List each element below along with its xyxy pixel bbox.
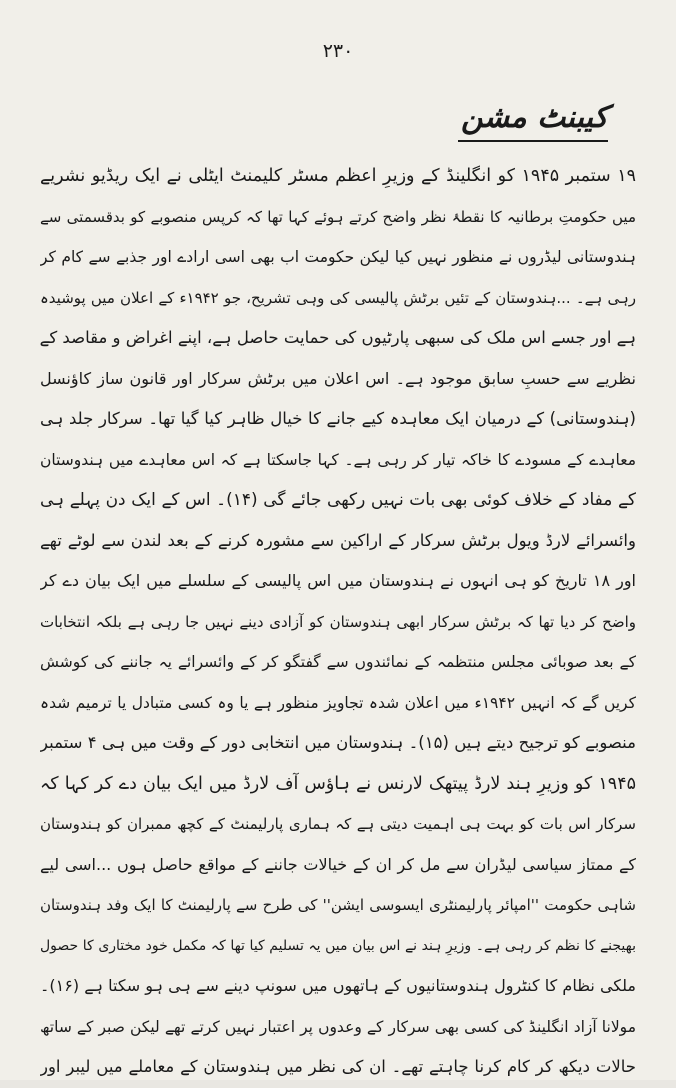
text-line: کریں گے کہ انہیں ۱۹۴۲ء میں اعلان شدہ تجاویز منظور ہے یا وہ کسی متبادل یا ترمیم شدہ <box>40 693 636 712</box>
page-number: ۲۳۰ <box>322 40 354 62</box>
text-line: (ہندوستانی) کے درمیان ایک معاہدہ کیے جانے کا خیال ظاہر کیا گیا تھا۔ سرکار جلد ہی <box>40 409 636 428</box>
chapter-heading: کیبنٹ مشن <box>460 100 608 135</box>
text-line: کے بعد صوبائی مجلس منتظمہ کے نمائندوں سے گفتگو کر کے وائسرائے یہ جاننے کی کوشش <box>40 653 636 671</box>
text-line: میں حکومتِ برطانیہ کا نقطۂ نظر واضح کرتے ہوئے کہا تھا کہ کرپس منصوبے کو بدقسمتی سے <box>40 207 636 226</box>
text-line: وائسرائے لارڈ ویول برٹش سرکار کے اراکین سے مشورہ کرنے کے بعد لندن سے لوٹے تھے <box>40 530 636 550</box>
text-line: ۱۹۴۵ کو وزیرِ ہند لارڈ پیتھک لارنس نے ہاؤس آف لارڈ میں ایک بیان دے کر کہا کہ <box>40 773 636 794</box>
text-line: سرکار اس بات کو بہت ہی اہمیت دیتی ہے کہ ہماری پارلیمنٹ کے کچھ ممبران کو ہندوستان <box>40 815 636 833</box>
heading-underline <box>458 140 608 142</box>
text-line: ۱۹ ستمبر ۱۹۴۵ کو انگلینڈ کے وزیرِ اعظم مسٹر کلیمنٹ ایٹلی نے ایک ریڈیو نشریے <box>40 166 636 186</box>
text-line: ہے اور جسے اس ملک کی سبھی پارٹیوں کی حمایت حاصل ہے، اپنے اغراض و مقاصد کے <box>40 328 636 347</box>
text-line: منصوبے کو ترجیح دیتے ہیں (۱۵)۔ ہندوستان میں انتخابی دور کے وقت میں ہی ۴ ستمبر <box>40 733 636 752</box>
text-line: شاہی حکومت ''امپائر پارلیمنٹری ایسوسی ایشن'' کی طرح سے پارلیمنٹ کا ایک وفد ہندوستان <box>40 896 636 914</box>
chapter-heading-block <box>428 100 608 142</box>
text-line: واضح کر دیا تھا کہ برٹش سرکار ابھی ہندوستان کو آزادی دینے نہیں جا رہی ہے بلکہ انتخابات <box>40 612 636 631</box>
text-line: کے ممتاز سیاسی لیڈران سے مل کر ان کے خیالات جاننے کے مواقع حاصل ہوں ...اسی لیے <box>40 854 636 874</box>
text-line: کے مفاد کے خلاف کوئی بھی بات نہیں رکھی جائے گی (۱۴)۔ اس کے ایک دن پہلے ہی <box>40 490 636 510</box>
text-line: نظریے سے حسبِ سابق موجود ہے۔ اس اعلان میں برٹش سرکار اور قانون ساز کاؤنسل <box>40 368 636 388</box>
text-line: ملکی نظام کا کنٹرول ہندوستانیوں کے ہاتھوں میں سونپ دینے سے ہی ہو سکتا ہے (۱۶)۔ <box>40 976 636 995</box>
text-line: بھیجنے کا نظم کر رہی ہے۔ وزیرِ ہند نے اس بیان میں یہ تسلیم کیا تھا کہ مکمل خود مختاری کا حصول <box>40 937 636 954</box>
text-line: مولانا آزاد انگلینڈ کی کسی بھی سرکار کے وعدوں پر اعتبار نہیں کرتے تھے لیکن صبر کے ساتھ <box>40 1017 636 1036</box>
text-line: رہی ہے۔ ...ہندوستان کے تئیں برٹش پالیسی کی وہی تشریح، جو ۱۹۴۲ء کے اعلان میں پوشیدہ <box>40 288 636 307</box>
text-line: حالات دیکھ کر کام کرنا چاہتے تھے۔ ان کی نظر میں ہندوستان کے معاملے میں لیبر اور <box>40 1057 636 1076</box>
body-text <box>40 156 636 1088</box>
text-line: اور ۱۸ تاریخ کو ہی انہوں نے ہندوستان میں اس پالیسی کے سلسلے میں ایک بیان دے کر <box>40 571 636 590</box>
text-line: ہندوستانی لیڈروں نے منظور نہیں کیا لیکن حکومت اب بھی اسی ارادے اور جذبے سے کام کر <box>40 248 636 266</box>
text-line: معاہدے کے مسودے کا خاکہ تیار کر رہی ہے۔ کہا جاسکتا ہے کہ اس معاہدے میں ہندوستان <box>40 450 636 469</box>
